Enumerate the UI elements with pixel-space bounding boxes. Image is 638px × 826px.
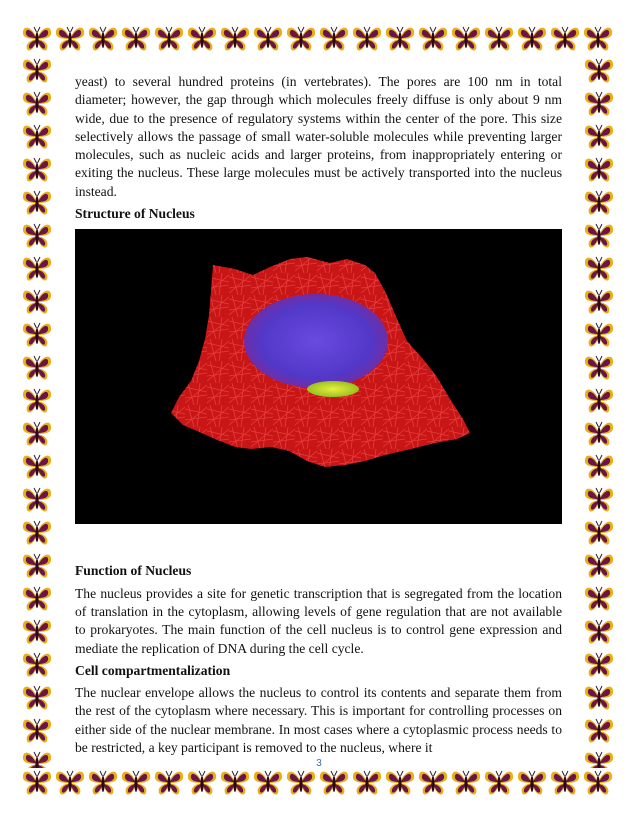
paragraph-function: The nucleus provides a site for genetic transcription that is segregated from the location of translation in the cytoplasm, allowing levels of gene regulation that are not available to prokaryotes. The main function of the cell nucleus is to control gene expression and mediate the replication of DNA during the cell cycle. xyxy=(75,585,562,656)
butterfly-border-bottom xyxy=(22,768,616,798)
heading-structure-of-nucleus: Structure of Nucleus xyxy=(75,206,195,222)
cell-nucleus-image xyxy=(75,229,562,524)
page-number: 3 xyxy=(316,758,322,769)
butterfly-border-right xyxy=(584,56,614,768)
paragraph-compartmentalization: The nuclear envelope allows the nucleus to control its contents and separate them from the rest of the cytoplasm where necessary. This is important for controlling processes on either side of the nuclear membrane. In most cases where a cytoplasmic process needs to be restricted, a key participant is removed to the nucleus, where it xyxy=(75,685,562,756)
heading-function-of-nucleus: Function of Nucleus xyxy=(75,563,192,579)
heading-cell-compartmentalization: Cell compartmentalization xyxy=(75,662,231,678)
nucleus-shape xyxy=(244,294,388,388)
golgi-shape xyxy=(307,381,359,397)
butterfly-border-left xyxy=(22,56,52,768)
butterfly-border-top xyxy=(22,24,616,54)
paragraph-nuclear-pores: yeast) to several hundred proteins (in vertebrates). The pores are 100 nm in total diameter; however, the gap through which molecules freely diffuse is only about 9 nm wide, due to the presence of regulatory systems within the center of the pore. This size selectively allows the passage of small water-soluble molecules while preventing larger molecules, such as nucleic acids and larger proteins, from inappropriately entering or exiting the nucleus. These large molecules must be actively transported into the nucleus instead. xyxy=(75,74,562,199)
page-content xyxy=(75,73,562,757)
